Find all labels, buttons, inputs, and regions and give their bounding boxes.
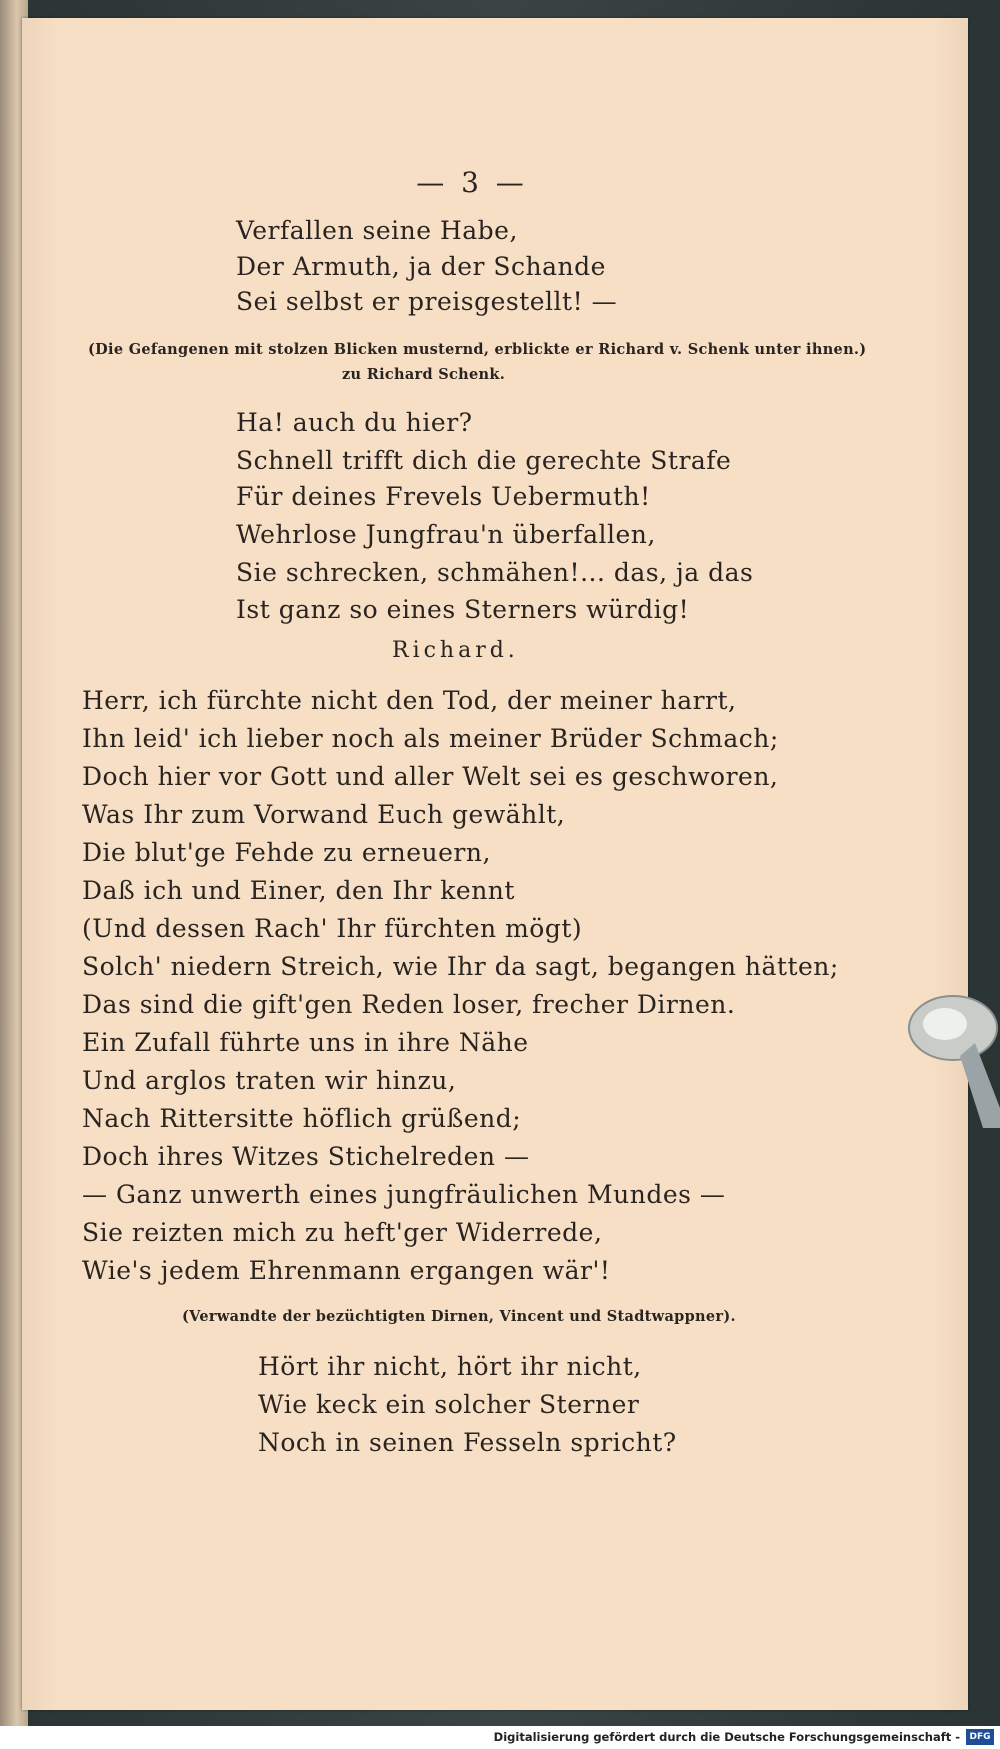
scanner-clip — [905, 988, 1000, 1128]
page-number: — 3 — — [416, 166, 528, 199]
footer-bar — [0, 1726, 1000, 1749]
verse-line: Die blut'ge Fehde zu erneuern, — [82, 838, 491, 867]
verse-line: Der Armuth, ja der Schande — [236, 252, 606, 281]
footer-credit: Digitalisierung gefördert durch die Deutsche Forschungsgemeinschaft - — [493, 1730, 960, 1744]
dfg-logo: DFG — [966, 1729, 994, 1745]
verse-line: Sie schrecken, schmähen!... das, ja das — [236, 558, 754, 587]
speaker-name: Richard. — [392, 638, 519, 663]
verse-line: Doch ihres Witzes Stichelreden — — [82, 1142, 530, 1171]
verse-line: Was Ihr zum Vorwand Euch gewählt, — [82, 800, 566, 829]
verse-line: Wehrlose Jungfrau'n überfallen, — [236, 520, 656, 549]
verse-line: (Und dessen Rach' Ihr fürchten mögt) — [82, 914, 583, 943]
verse-line: Herr, ich fürchte nicht den Tod, der meiner harrt, — [82, 686, 737, 715]
verse-line: Ihn leid' ich lieber noch als meiner Brüder Schmach; — [82, 724, 779, 753]
verse-line: Wie's jedem Ehrenmann ergangen wär'! — [82, 1256, 611, 1285]
verse-line: Daß ich und Einer, den Ihr kennt — [82, 876, 515, 905]
verse-line: Schnell trifft dich die gerechte Strafe — [236, 446, 732, 475]
verse-line: Sei selbst er preisgestellt! — — [236, 287, 618, 316]
verse-line: — Ganz unwerth eines jungfräulichen Mundes — — [82, 1180, 726, 1209]
stage-direction: zu Richard Schenk. — [342, 366, 506, 383]
verse-line: Ist ganz so eines Sterners würdig! — [236, 595, 690, 624]
verse-line: Das sind die gift'gen Reden loser, frecher Dirnen. — [82, 990, 736, 1019]
stage-direction: (Verwandte der bezüchtigten Dirnen, Vincent und Stadtwappner). — [182, 1308, 736, 1325]
verse-line: Ein Zufall führte uns in ihre Nähe — [82, 1028, 529, 1057]
verse-line: Doch hier vor Gott und aller Welt sei es geschworen, — [82, 762, 779, 791]
stage-direction: (Die Gefangenen mit stolzen Blicken musternd, erblickte er Richard v. Schenk unter ihnen.) — [88, 341, 867, 358]
book-page — [22, 18, 968, 1710]
verse-line: Hört ihr nicht, hört ihr nicht, — [258, 1352, 642, 1381]
verse-line: Verfallen seine Habe, — [236, 216, 518, 245]
verse-line: Sie reizten mich zu heft'ger Widerrede, — [82, 1218, 603, 1247]
verse-line: Und arglos traten wir hinzu, — [82, 1066, 457, 1095]
verse-line: Nach Rittersitte höflich grüßend; — [82, 1104, 522, 1133]
verse-line: Noch in seinen Fesseln spricht? — [258, 1428, 677, 1457]
verse-line: Wie keck ein solcher Sterner — [258, 1390, 640, 1419]
verse-line: Solch' niedern Streich, wie Ihr da sagt, begangen hätten; — [82, 952, 839, 981]
verse-line: Ha! auch du hier? — [236, 408, 473, 437]
verse-line: Für deines Frevels Uebermuth! — [236, 482, 651, 511]
